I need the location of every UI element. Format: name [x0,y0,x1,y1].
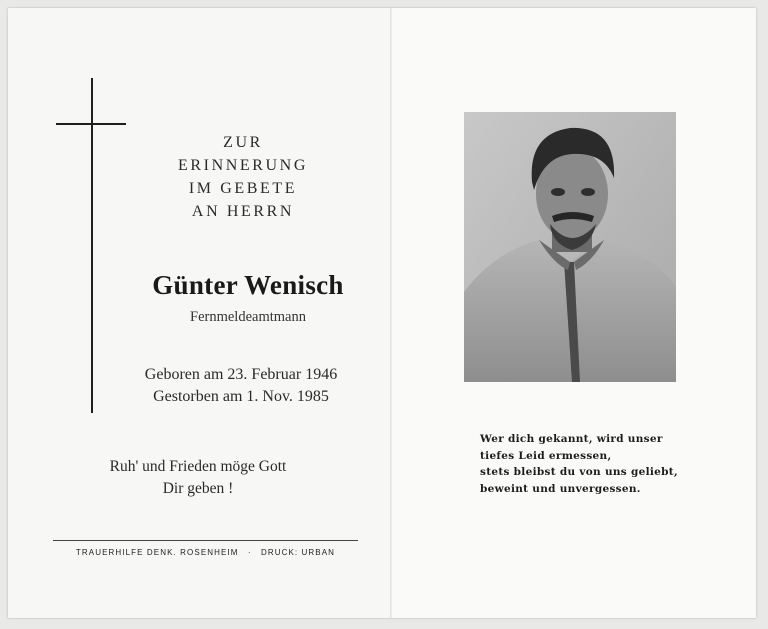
portrait-photo [464,112,676,382]
imprint-separator: · [247,548,252,557]
verse-line: Wer dich gekannt, wird unser [480,433,663,445]
footer-divider [53,540,358,541]
memorial-card [8,8,756,618]
imprint [53,548,358,557]
card-fold [390,8,392,618]
cross-icon-horizontal [56,123,126,125]
publisher: TRAUERHILFE DENK. ROSENHEIM [75,548,239,557]
deceased-name: Günter Wenisch [152,270,344,300]
printer: DRUCK: URBAN [260,548,336,557]
memorial-verse [480,431,690,497]
birth-date: Geboren am 23. Februar 1946 [144,366,338,383]
intro-line: IM GEBETE [188,180,298,197]
intro-heading [158,131,328,223]
verse-line: beweint und unvergessen. [480,482,641,495]
portrait-image [464,112,676,382]
death-date: Gestorben am 1. Nov. 1985 [153,388,329,405]
intro-line: ERINNERUNG [178,157,308,174]
blessing-line: Dir geben ! [162,480,234,497]
verse-line: tiefes Leid ermessen, [480,449,612,462]
profession: Fernmeldeamtmann [190,309,306,325]
intro-line: ZUR [223,134,263,151]
life-dates [126,364,356,408]
intro-line: AN HERRN [191,203,295,220]
cross-icon-vertical [91,78,93,413]
blessing [83,456,313,500]
blessing-line: Ruh' und Frieden möge Gott [109,458,287,475]
verse-line: stets bleibst du von uns geliebt, [480,466,678,478]
